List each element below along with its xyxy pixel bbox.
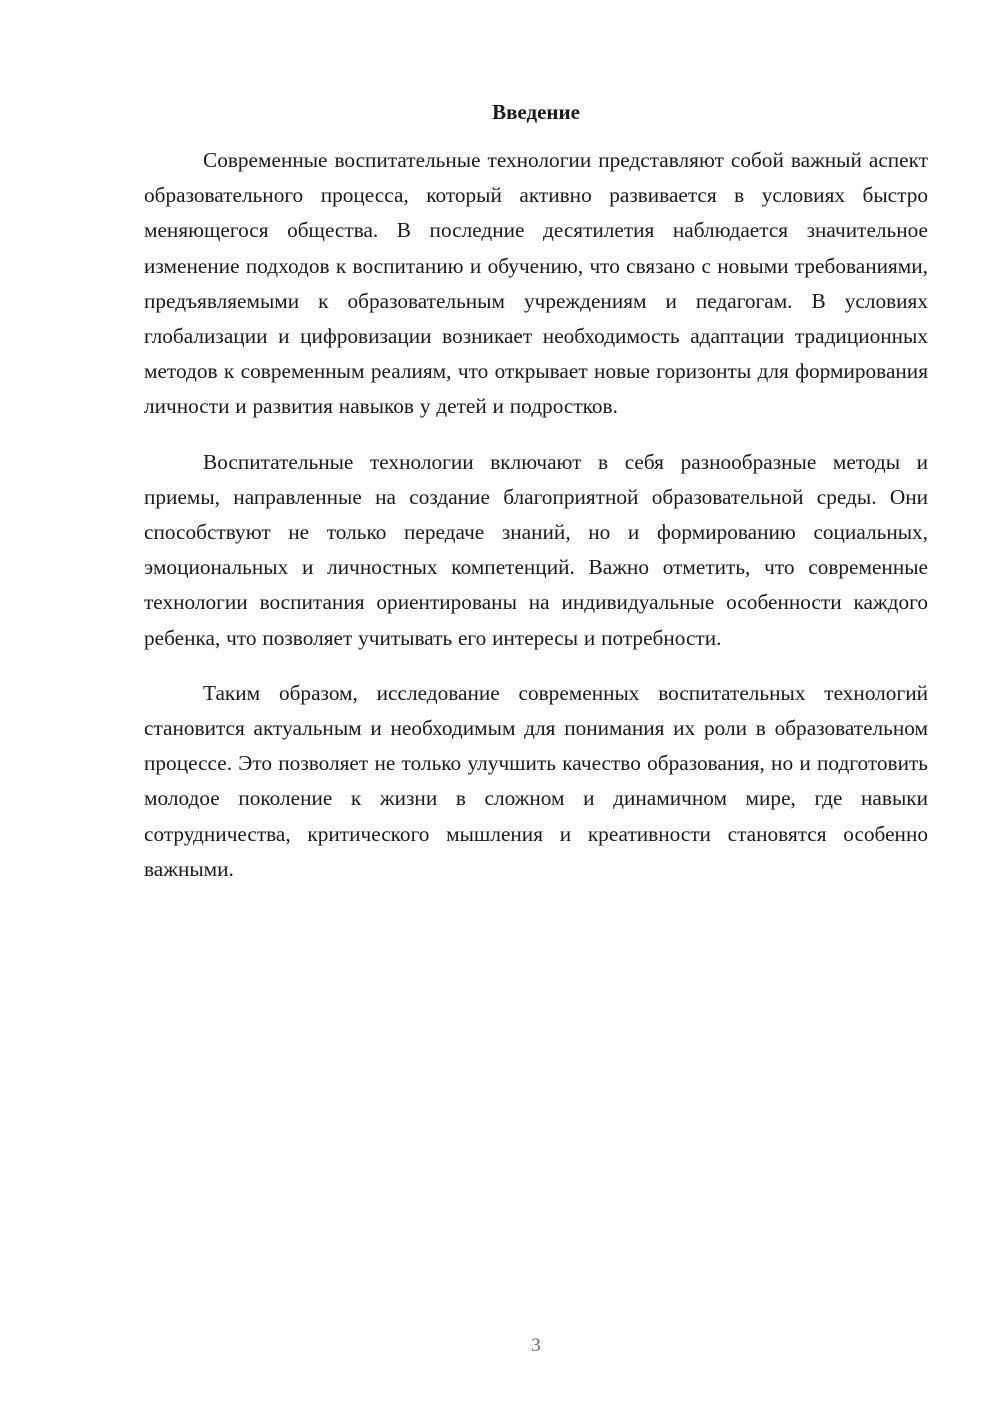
body-text bbox=[144, 143, 928, 907]
paragraph: Таким образом, исследование современных воспитательных технологий становится актуальным и необходимым для понимания их роли в образовательном процессе. Это позволяет не только улучшить качество образования, но и подготовить молодое поколение к жизни в сложном и динамичном мире, где навыки сотрудничества, критического мышления и креативности становятся особенно важными. bbox=[144, 680, 928, 881]
section-heading: Введение bbox=[492, 100, 580, 124]
page-number: 3 bbox=[531, 1335, 541, 1356]
paragraph: Современные воспитательные технологии представляют собой важный аспект образовательного процесса, который активно развивается в условиях быстро меняющегося общества. В последние десятилетия наблюдается значительное изменение подходов к воспитанию и обучению, что связано с новыми требованиями, предъявляемыми к образовательным учреждениям и педагогам. В условиях глобализации и цифровизации возникает необходимость адаптации традиционных методов к современным реалиям, что открывает новые горизонты для формирования личности и развития навыков у детей и подростков. bbox=[144, 148, 928, 419]
paragraph: Воспитательные технологии включают в себя разнообразные методы и приемы, направленные на создание благоприятной образовательной среды. Они способствуют не только передаче знаний, но и формированию социальных, эмоциональных и личностных компетенций. Важно отметить, что современные технологии воспитания ориентированы на индивидуальные особенности каждого ребенка, что позволяет учитывать его интересы и потребности. bbox=[144, 449, 928, 650]
